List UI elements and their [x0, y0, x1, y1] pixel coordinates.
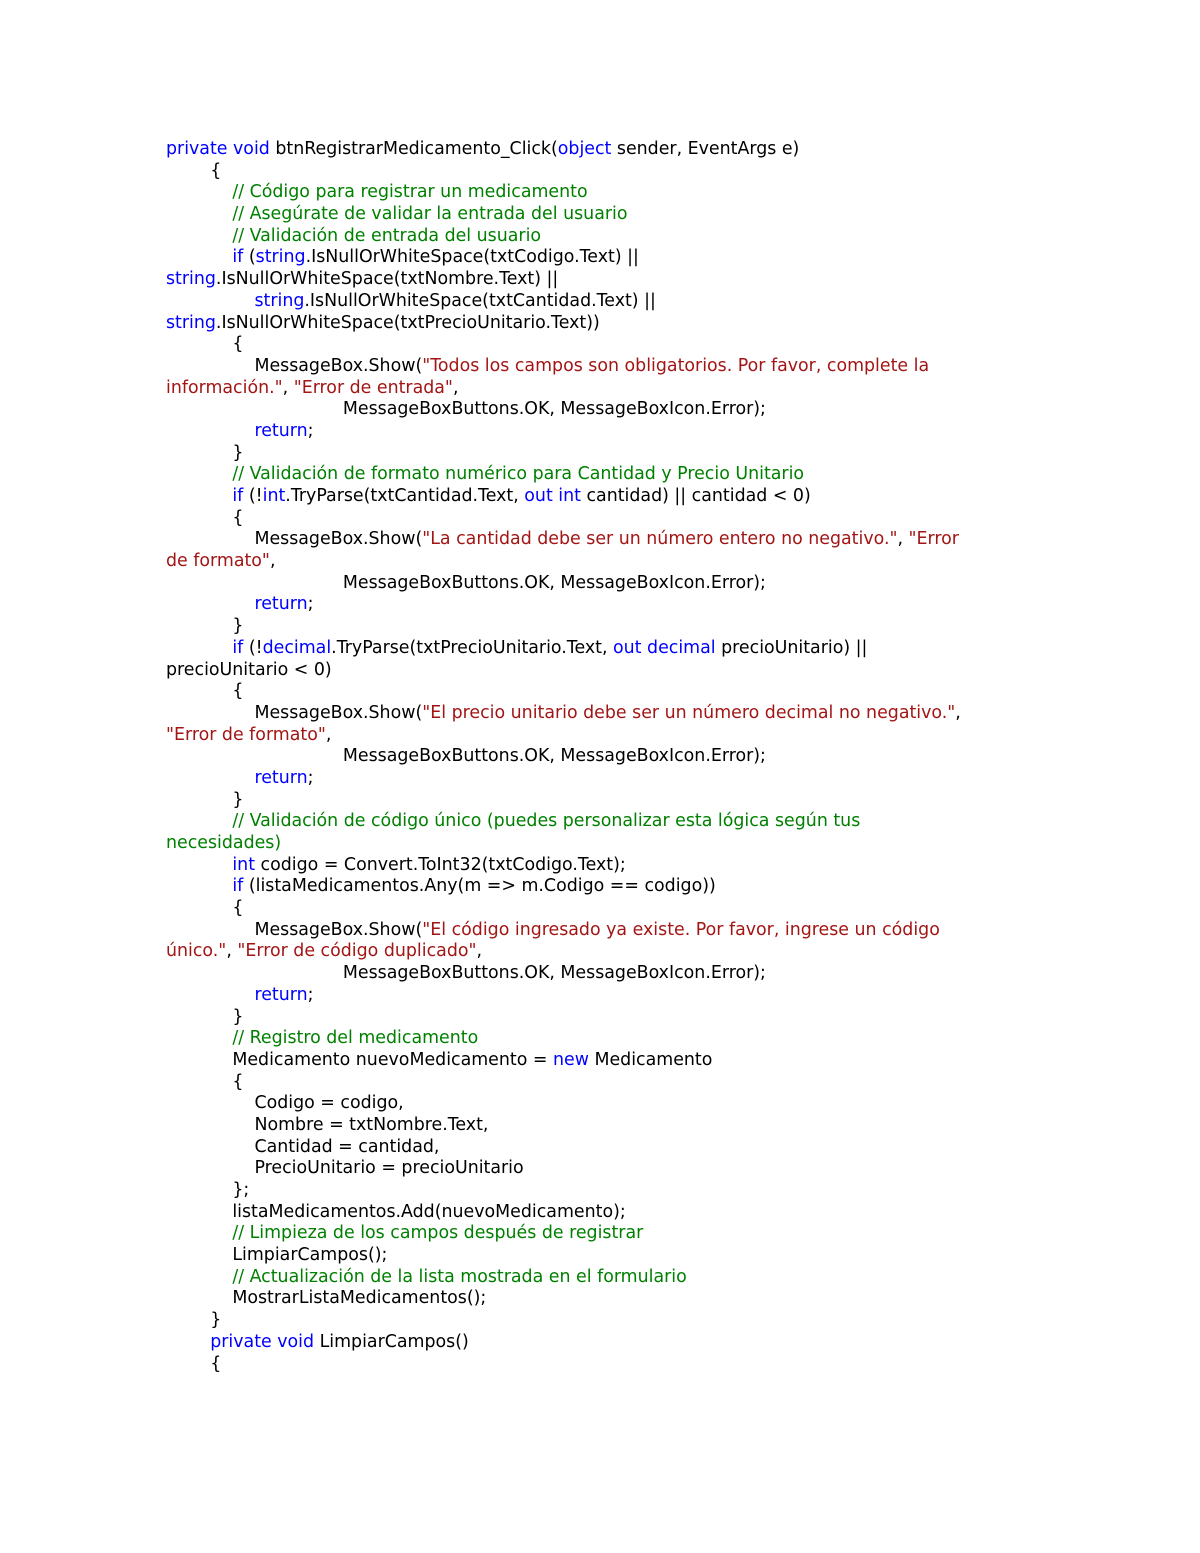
code-keyword: new [553, 1049, 589, 1070]
code-line [166, 594, 1066, 616]
code-text [166, 421, 254, 441]
code-text: PrecioUnitario = precioUnitario [166, 1158, 524, 1179]
code-string: información." [166, 377, 283, 398]
code-keyword: string [166, 269, 216, 290]
code-string: "Error de entrada" [293, 377, 453, 398]
code-string: "El código ingresado ya existe. Por favor, ingrese un código [422, 919, 940, 940]
code-line [166, 1332, 1066, 1354]
code-text: (! [243, 486, 263, 506]
code-comment: // Registro del medicamento [166, 1028, 479, 1049]
code-line [166, 551, 1066, 573]
code-line [166, 638, 1066, 660]
code-text: (listaMedicamentos.Any(m => m.Codigo == codigo)) [243, 876, 716, 897]
code-text: , [226, 941, 238, 962]
code-text: Cantidad = cantidad, [166, 1136, 440, 1157]
code-string: de formato" [166, 551, 270, 572]
code-text: , [325, 724, 332, 745]
code-comment: // Asegúrate de validar la entrada del usuario [166, 204, 628, 225]
code-text: LimpiarCampos() [314, 1331, 469, 1352]
code-text [166, 486, 232, 506]
code-line [166, 1028, 1066, 1050]
code-text: } [166, 789, 244, 810]
code-string: "Error de formato" [166, 724, 326, 745]
code-keyword: object [557, 139, 612, 159]
code-text: , [476, 941, 483, 962]
code-line [166, 725, 1066, 747]
code-keyword: out int [524, 486, 581, 506]
code-text: Codigo = codigo, [166, 1093, 404, 1114]
code-line [166, 1354, 1066, 1376]
code-line [166, 941, 1066, 963]
code-text: ; [307, 420, 314, 441]
code-line [166, 1115, 1066, 1137]
code-line [166, 1007, 1066, 1029]
code-text: , [955, 702, 961, 723]
code-listing [166, 139, 1066, 1375]
code-line [166, 1288, 1066, 1310]
code-keyword: string [255, 247, 306, 268]
code-string: "Error [908, 529, 959, 550]
code-text: Medicamento nuevoMedicamento = [166, 1049, 553, 1070]
code-text: { [166, 681, 244, 702]
code-keyword: int [232, 854, 256, 875]
code-keyword: if [232, 486, 244, 506]
code-line [166, 291, 1066, 313]
code-keyword: if [232, 247, 244, 268]
code-keyword: string [166, 312, 216, 333]
code-comment: // Código para registrar un medicamento [166, 182, 588, 203]
code-string: único." [166, 941, 227, 962]
code-comment: necesidades) [166, 833, 282, 853]
code-line [166, 226, 1066, 248]
code-line [166, 529, 1066, 551]
code-line [166, 508, 1066, 530]
code-line [166, 920, 1066, 942]
code-text: , [897, 529, 909, 550]
code-line [166, 161, 1066, 183]
code-text [166, 855, 232, 875]
code-line [166, 1245, 1066, 1267]
code-line [166, 1180, 1066, 1202]
code-text: LimpiarCampos(); [166, 1245, 388, 1266]
code-text [166, 985, 254, 1005]
code-text [166, 291, 254, 311]
code-text: } [166, 1310, 222, 1331]
code-line [166, 1310, 1066, 1332]
code-text: sender, EventArgs e) [611, 139, 800, 159]
code-keyword: private void [210, 1331, 315, 1352]
code-text: .IsNullOrWhiteSpace(txtCantidad.Text) || [304, 290, 656, 311]
code-line [166, 985, 1066, 1007]
code-text: { [166, 1071, 244, 1092]
code-line [166, 356, 1066, 378]
code-text: MessageBoxButtons.OK, MessageBoxIcon.Error); [166, 963, 766, 984]
code-line [166, 963, 1066, 985]
code-text [166, 638, 232, 658]
code-keyword: out decimal [613, 637, 716, 658]
code-line [166, 703, 1066, 725]
code-line [166, 443, 1066, 465]
code-text [166, 247, 232, 267]
code-text: MessageBox.Show( [166, 919, 423, 940]
code-text: listaMedicamentos.Add(nuevoMedicamento); [166, 1201, 626, 1222]
code-line [166, 1072, 1066, 1094]
code-text: MessageBoxButtons.OK, MessageBoxIcon.Error); [166, 399, 766, 420]
code-text: precioUnitario) || [715, 637, 868, 658]
code-line [166, 1093, 1066, 1115]
code-text [166, 594, 254, 614]
code-text [166, 768, 254, 788]
code-line [166, 334, 1066, 356]
code-keyword: int [262, 486, 286, 506]
code-keyword: string [254, 290, 305, 311]
code-text: ; [307, 594, 314, 615]
code-text: , [452, 377, 459, 398]
code-line [166, 204, 1066, 226]
code-line [166, 660, 1066, 682]
code-line [166, 573, 1066, 595]
code-line [166, 681, 1066, 703]
code-line [166, 399, 1066, 421]
code-text: precioUnitario < 0) [166, 659, 332, 680]
code-text: (! [243, 637, 263, 658]
code-text: ( [243, 247, 256, 268]
code-text: { [166, 1353, 222, 1374]
code-text: codigo = Convert.ToInt32(txtCodigo.Text); [255, 854, 626, 875]
code-text: .TryParse(txtPrecioUnitario.Text, [331, 637, 614, 658]
code-comment: // Validación de formato numérico para Cantidad y Precio Unitario [166, 464, 805, 485]
code-text: { [166, 898, 244, 919]
code-text: , [269, 551, 276, 572]
code-line [166, 313, 1066, 335]
code-text: MessageBox.Show( [166, 702, 423, 723]
code-line [166, 1137, 1066, 1159]
code-text: btnRegistrarMedicamento_Click( [269, 139, 558, 159]
code-line [166, 1050, 1066, 1072]
code-text: } [166, 616, 244, 637]
code-text: ; [307, 767, 314, 788]
code-keyword: return [254, 984, 308, 1005]
code-text: .TryParse(txtCantidad.Text, [285, 486, 525, 506]
code-line [166, 269, 1066, 291]
code-line [166, 247, 1066, 269]
code-line [166, 182, 1066, 204]
code-text [166, 876, 232, 896]
code-string: "Todos los campos son obligatorios. Por favor, complete la [422, 355, 930, 376]
code-comment: // Actualización de la lista mostrada en el formulario [166, 1266, 687, 1287]
code-comment: // Validación de código único (puedes personalizar esta lógica según tus [166, 811, 861, 832]
code-comment: // Validación de entrada del usuario [166, 225, 542, 246]
code-text: MessageBox.Show( [166, 355, 423, 376]
code-string: "La cantidad debe ser un número entero no negativo." [422, 529, 898, 550]
code-text: Nombre = txtNombre.Text, [166, 1114, 489, 1135]
code-line [166, 746, 1066, 768]
code-keyword: return [254, 767, 308, 788]
code-line [166, 378, 1066, 400]
code-line [166, 768, 1066, 790]
code-comment: // Limpieza de los campos después de registrar [166, 1223, 644, 1244]
code-line [166, 421, 1066, 443]
code-line [166, 833, 1066, 855]
code-text: { [166, 160, 222, 181]
code-text: { [166, 507, 244, 528]
code-keyword: if [232, 637, 244, 658]
code-line [166, 811, 1066, 833]
code-text: { [166, 334, 244, 355]
code-line [166, 1267, 1066, 1289]
code-line [166, 464, 1066, 486]
code-text: .IsNullOrWhiteSpace(txtPrecioUnitario.Text)) [215, 312, 600, 333]
code-line [166, 139, 1066, 161]
code-text [166, 1332, 210, 1352]
code-line [166, 1223, 1066, 1245]
code-line [166, 898, 1066, 920]
code-string: "El precio unitario debe ser un número decimal no negativo." [422, 702, 956, 723]
code-line [166, 486, 1066, 508]
code-text: ; [307, 984, 314, 1005]
code-keyword: return [254, 420, 308, 441]
code-text: .IsNullOrWhiteSpace(txtCodigo.Text) || [305, 247, 639, 268]
code-string: "Error de código duplicado" [237, 941, 477, 962]
code-text: Medicamento [588, 1049, 713, 1070]
code-text: MessageBox.Show( [166, 529, 423, 550]
code-line [166, 616, 1066, 638]
code-text: } [166, 1006, 244, 1027]
code-text: }; [166, 1180, 250, 1200]
code-line [166, 855, 1066, 877]
code-line [166, 790, 1066, 812]
code-keyword: return [254, 594, 308, 615]
code-text: MessageBoxButtons.OK, MessageBoxIcon.Error); [166, 746, 766, 767]
code-text: .IsNullOrWhiteSpace(txtNombre.Text) || [215, 269, 559, 290]
code-text: MessageBoxButtons.OK, MessageBoxIcon.Error); [166, 572, 766, 593]
code-line [166, 1158, 1066, 1180]
code-text: } [166, 442, 244, 463]
code-keyword: if [232, 876, 244, 897]
code-keyword: decimal [262, 637, 332, 658]
code-text: cantidad) || cantidad < 0) [580, 486, 811, 506]
code-text: MostrarListaMedicamentos(); [166, 1288, 487, 1309]
code-line [166, 1202, 1066, 1224]
code-text: , [282, 377, 294, 398]
code-keyword: private void [166, 139, 270, 159]
code-line [166, 876, 1066, 898]
